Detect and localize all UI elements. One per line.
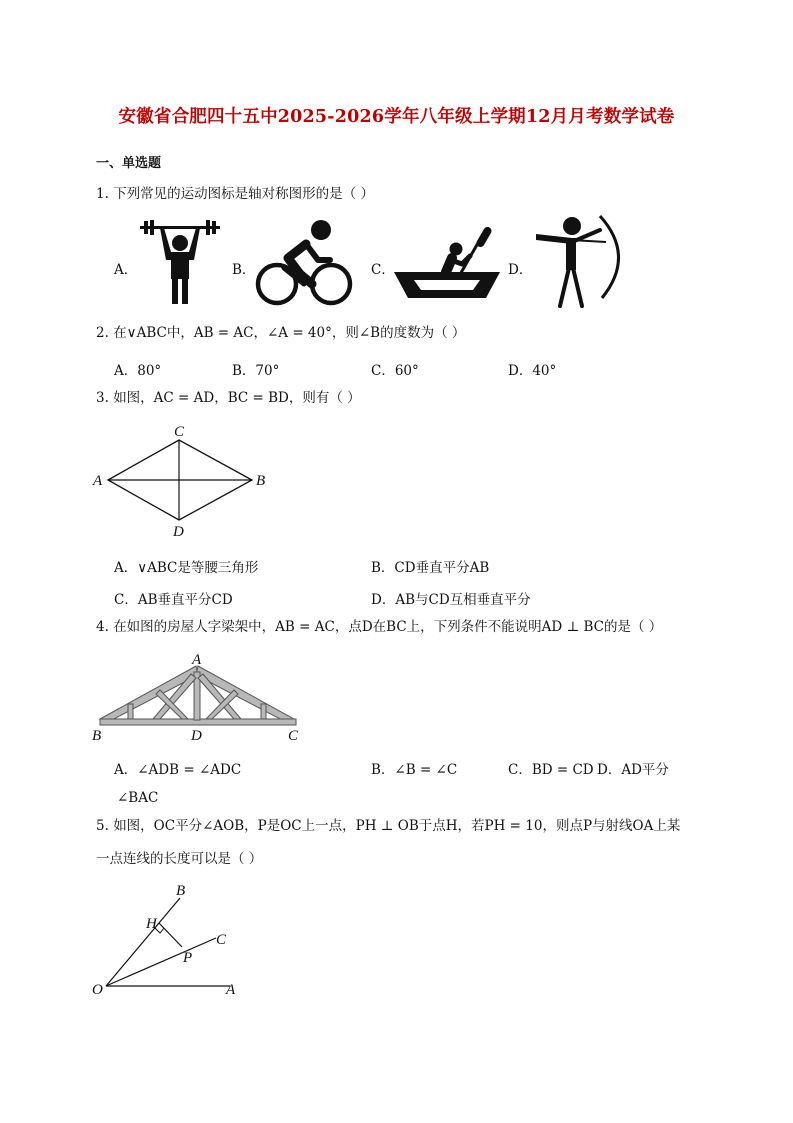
question-text: 在如图的房屋人字梁架中，AB = AC，点D在BC上，下列条件不能说明AD ⊥ BC的是（ ） [113, 619, 663, 635]
option-d: D．AB与CD互相垂直平分 [371, 592, 531, 608]
point-label: A [192, 652, 202, 668]
point-label: D [191, 728, 202, 744]
question-2 [96, 327, 465, 341]
question-3 [96, 392, 361, 406]
option-b: B．∠B = ∠C [371, 762, 458, 778]
point-label: A [93, 473, 103, 489]
point-label: O [92, 982, 103, 998]
option-c: C．BD = CD [508, 762, 594, 778]
option-label: A． [114, 262, 138, 278]
option-d: D．40° [508, 363, 557, 379]
option-d-continued: ∠BAC [117, 790, 159, 806]
option-a: A．∨ABC是等腰三角形 [114, 560, 259, 576]
option-c: C．60° [371, 363, 419, 379]
page-title: 安徽省合肥四十五中2025-2026学年八年级上学期12月月考数学试卷 [118, 107, 675, 127]
roof-truss-figure [88, 650, 308, 746]
point-label: B [176, 883, 186, 899]
question-text: 如图，OC平分∠AOB，P是OC上一点，PH ⊥ OB于点H，若PH = 10，则点P与射线OA上某 [113, 818, 681, 834]
option-b: B．70° [232, 363, 280, 379]
question-text: 下列常见的运动图标是轴对称图形的是（ ） [113, 186, 374, 202]
question-text: 在∨ABC中，AB = AC，∠A = 40°，则∠B的度数为（ ） [113, 325, 466, 341]
point-label: C [174, 424, 185, 440]
question-number: 4. [96, 619, 109, 635]
point-label: C [216, 932, 227, 948]
rhombus-figure [88, 420, 278, 540]
option-b: B．CD垂直平分AB [371, 560, 490, 576]
point-label: C [288, 728, 299, 744]
option-c: C．AB垂直平分CD [114, 592, 233, 608]
question-number: 3. [96, 390, 109, 406]
question-4 [96, 621, 662, 635]
point-label: A [226, 982, 236, 998]
point-label: P [183, 950, 193, 966]
question-number: 5. [96, 818, 109, 834]
section-heading: 一、单选题 [96, 156, 162, 171]
point-label: B [256, 473, 266, 489]
option-a: A．∠ADB = ∠ADC [114, 762, 242, 778]
question-1 [96, 188, 374, 202]
weightlifting-icon [138, 220, 228, 310]
angle-bisector-figure [88, 880, 248, 1000]
point-label: H [146, 916, 157, 932]
option-label: C． [371, 262, 395, 278]
archery-icon [532, 212, 628, 310]
cycling-icon [254, 218, 354, 308]
option-label: D． [508, 262, 533, 278]
point-label: D [173, 524, 184, 540]
option-d: D．AD平分 [597, 762, 669, 778]
question-5 [96, 820, 680, 834]
question-number: 1. [96, 186, 109, 202]
option-label: B． [232, 262, 256, 278]
question-text: 如图，AC = AD，BC = BD，则有（ ） [113, 390, 361, 406]
rowing-icon [394, 226, 502, 302]
option-a: A．80° [114, 363, 162, 379]
point-label: B [92, 728, 102, 744]
question-5-line2: 一点连线的长度可以是（ ） [96, 851, 263, 867]
question-number: 2. [96, 325, 109, 341]
